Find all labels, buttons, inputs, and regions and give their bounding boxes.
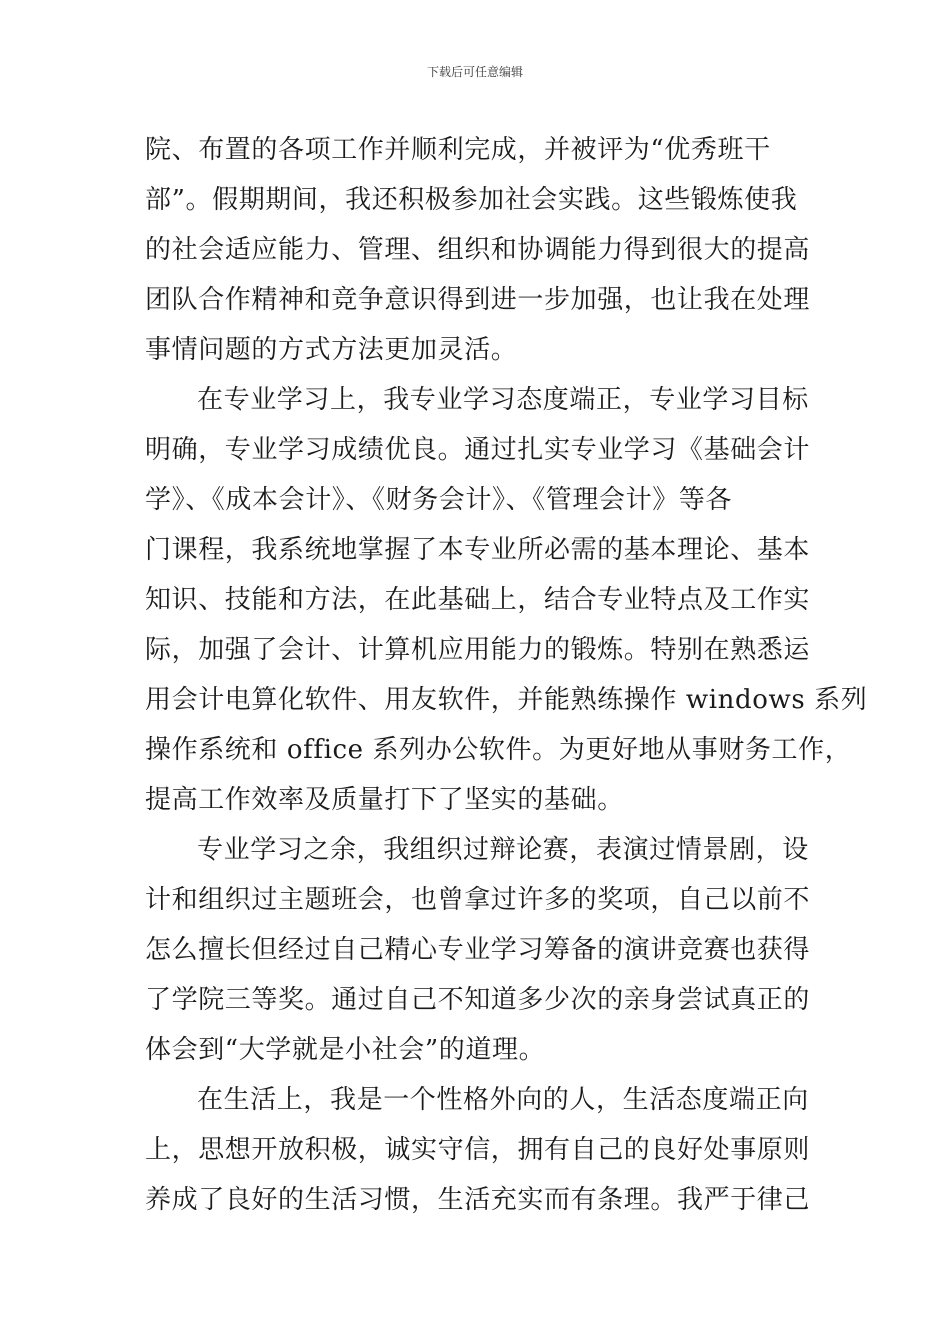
text-line: 操作系统和 office 系列办公软件。为更好地从事财务工作，	[145, 735, 852, 765]
text-line: 用会计电算化软件、用友软件，并能熟练操作 windows 系列	[145, 685, 868, 715]
text-line: 在专业学习上，我专业学习态度端正，专业学习目标	[197, 385, 809, 415]
paragraph-3	[145, 825, 825, 1075]
text-line: 明确，专业学习成绩优良。通过扎实专业学习《基础会计	[145, 435, 811, 465]
text-line: 门课程，我系统地掌握了本专业所必需的基本理论、基本	[145, 535, 811, 565]
text-line: 知识、技能和方法，在此基础上，结合专业特点及工作实	[145, 585, 811, 615]
text-line: 养成了良好的生活习惯，生活充实而有条理。我严于律己	[145, 1185, 811, 1215]
text-line: 的社会适应能力、管理、组织和协调能力得到很大的提高	[145, 235, 811, 265]
text-line: 学》、《成本会计》、《财务会计》、《管理会计》等各	[145, 485, 733, 515]
text-line: 际，加强了会计、计算机应用能力的锻炼。特别在熟悉运	[145, 635, 811, 665]
document-body	[145, 125, 868, 1225]
text-line: 院、布置的各项工作并顺利完成，并被评为“优秀班干	[145, 135, 771, 165]
page-header-note: 下载后可任意编辑	[426, 65, 523, 79]
text-line: 上，思想开放积极，诚实守信，拥有自己的良好处事原则	[145, 1135, 811, 1165]
text-line: 提高工作效率及质量打下了坚实的基础。	[145, 785, 624, 815]
text-line: 在生活上，我是一个性格外向的人，生活态度端正向	[197, 1085, 809, 1115]
text-line: 事情问题的方式方法更加灵活。	[145, 335, 518, 365]
text-line: 部”。假期期间，我还积极参加社会实践。这些锻炼使我	[145, 185, 798, 215]
text-line: 团队合作精神和竞争意识得到进一步加强，也让我在处理	[145, 285, 811, 315]
paragraph-4	[145, 1075, 825, 1225]
text-line: 计和组织过主题班会，也曾拿过许多的奖项，自己以前不	[145, 885, 811, 915]
text-line: 了学院三等奖。通过自己不知道多少次的亲身尝试真正的	[145, 985, 811, 1015]
paragraph-2	[145, 375, 868, 825]
text-line: 体会到“大学就是小社会”的道理。	[145, 1035, 546, 1065]
text-line: 怎么擅长但经过自己精心专业学习筹备的演讲竞赛也获得	[145, 935, 811, 965]
paragraph-1	[145, 125, 825, 375]
text-line: 专业学习之余，我组织过辩论赛，表演过情景剧，设	[197, 835, 809, 865]
